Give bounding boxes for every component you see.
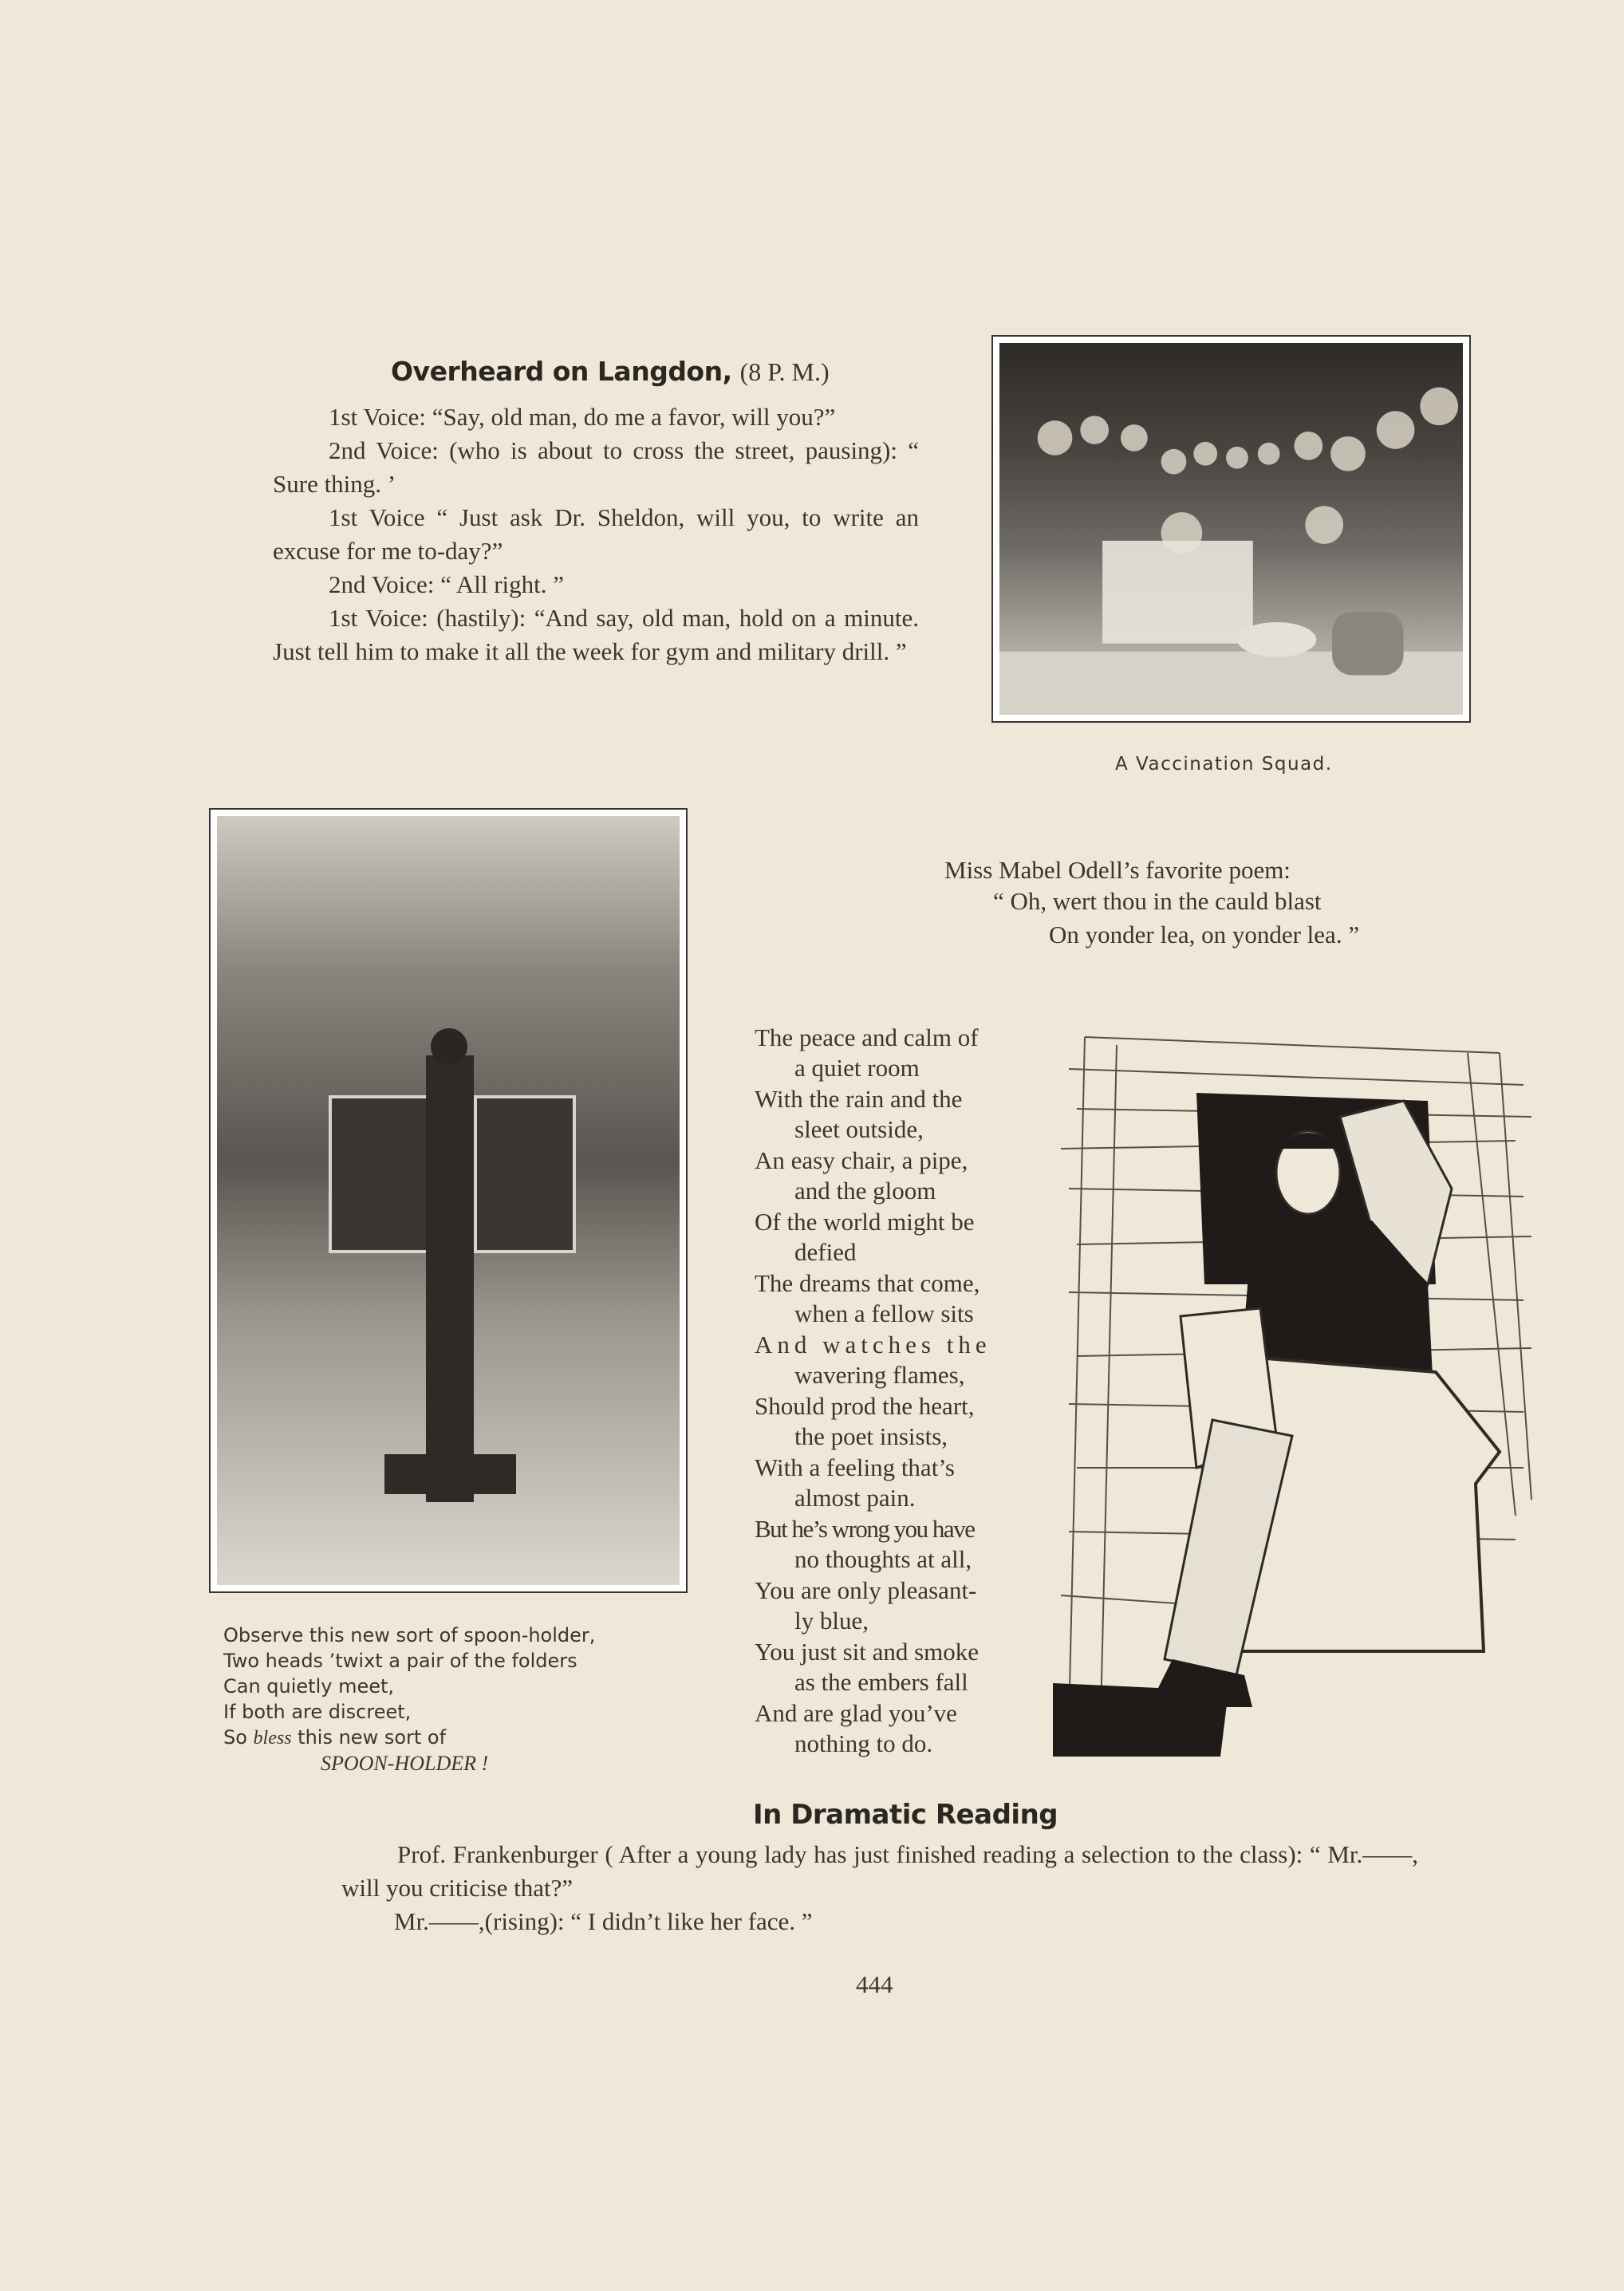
poem-line: And are glad you’ve [755, 1699, 957, 1727]
photo-image [217, 816, 680, 1585]
crowd-illustration [999, 343, 1463, 715]
fireside-poem [755, 1021, 1039, 1758]
verse-emphasis: bless [253, 1728, 292, 1749]
stand-pedestal [426, 1055, 474, 1502]
poem-line: The dreams that come, [755, 1269, 980, 1297]
poem-line: wavering flames, [794, 1361, 965, 1389]
favorite-poem-intro: Miss Mabel Odell’s favorite poem: [944, 856, 1291, 884]
man-in-chair-drawing [1053, 1021, 1535, 1757]
overheard-title [391, 356, 830, 388]
overheard-dialogue [273, 400, 919, 668]
dialogue-line: 1st Voice: (hastily): “And say, old man, hold on a minute. Just tell him to make it all the week for gym and military drill. ” [273, 604, 919, 665]
poem-line: You are only pleasant- [755, 1576, 977, 1604]
spoon-holder-photo [209, 808, 688, 1593]
verse-line-5 [223, 1725, 595, 1751]
poem-line: nothing to do. [794, 1729, 933, 1757]
overheard-time: (8 P. M.) [739, 357, 830, 386]
poem-line: no thoughts at all, [794, 1545, 972, 1573]
poem-line: defied [794, 1238, 857, 1266]
poem-line: But he’s wrong you have [755, 1515, 975, 1543]
folder-right [474, 1095, 576, 1253]
dramatic-paragraph: Prof. Frankenburger ( After a young lady has just finished reading a selection to the class): “ Mr.——, will you criticise that?” [341, 1840, 1418, 1902]
poem-line: With the rain and the [755, 1085, 963, 1113]
poem-line: The peace and calm of [755, 1023, 979, 1051]
poem-line: An easy chair, a pipe, [755, 1146, 968, 1174]
verse-line: Can quietly meet, [223, 1675, 395, 1698]
vaccination-caption: A Vaccination Squad. [1115, 754, 1333, 775]
poem-line: a quiet room [794, 1054, 920, 1082]
poem-line: the poet insists, [794, 1422, 948, 1450]
dramatic-paragraph: Mr.——,(rising): “ I didn’t like her face. ” [394, 1907, 813, 1935]
pen-sketch [1053, 1021, 1535, 1757]
dramatic-reading-title: In Dramatic Reading [753, 1799, 1058, 1831]
poem-line: And watches the [755, 1331, 991, 1358]
verse-line: Observe this new sort of spoon-holder, [223, 1624, 596, 1646]
vaccination-squad-photo [991, 335, 1471, 723]
photo-image [999, 343, 1463, 715]
stand-base [384, 1454, 516, 1494]
poem-line: Should prod the heart, [755, 1392, 975, 1420]
poem-line: and the gloom [794, 1177, 936, 1205]
verse-suffix: this new sort of [291, 1726, 447, 1749]
poem-line: as the embers fall [794, 1668, 968, 1696]
dialogue-line: 1st Voice: “Say, old man, do me a favor, will you?” [329, 403, 836, 431]
favorite-poem-line-1: “ Oh, wert thou in the cauld blast [993, 887, 1322, 915]
favorite-poem-line-2: On yonder lea, on yonder lea. ” [1049, 921, 1360, 948]
verse-line: If both are discreet, [223, 1701, 412, 1723]
verse-last-line: SPOON-HOLDER ! [321, 1752, 489, 1775]
verse-prefix: So [223, 1726, 254, 1749]
poem-line: ly blue, [794, 1607, 869, 1634]
dialogue-line: 2nd Voice: (who is about to cross the street, pausing): “ Sure thing. ’ [273, 436, 919, 498]
poem-line: sleet outside, [794, 1115, 924, 1143]
poem-line: You just sit and smoke [755, 1638, 980, 1666]
poem-line: almost pain. [794, 1484, 916, 1512]
poem-line: Of the world might be [755, 1208, 975, 1236]
spoon-holder-verse [223, 1623, 595, 1776]
page-number: 444 [856, 1970, 893, 1998]
overheard-heading: Overheard on Langdon, [391, 356, 732, 387]
dialogue-line: 2nd Voice: “ All right. ” [329, 570, 565, 598]
stand-knob [431, 1028, 467, 1065]
verse-line: Two heads ’twixt a pair of the folders [223, 1650, 577, 1672]
folder-left [329, 1095, 431, 1253]
poem-line: With a feeling that’s [755, 1453, 955, 1481]
dialogue-line: 1st Voice “ Just ask Dr. Sheldon, will you, to write an excuse for me to-day?” [273, 503, 919, 565]
poem-line: when a fellow sits [794, 1299, 974, 1327]
dramatic-reading-text [341, 1838, 1418, 1938]
